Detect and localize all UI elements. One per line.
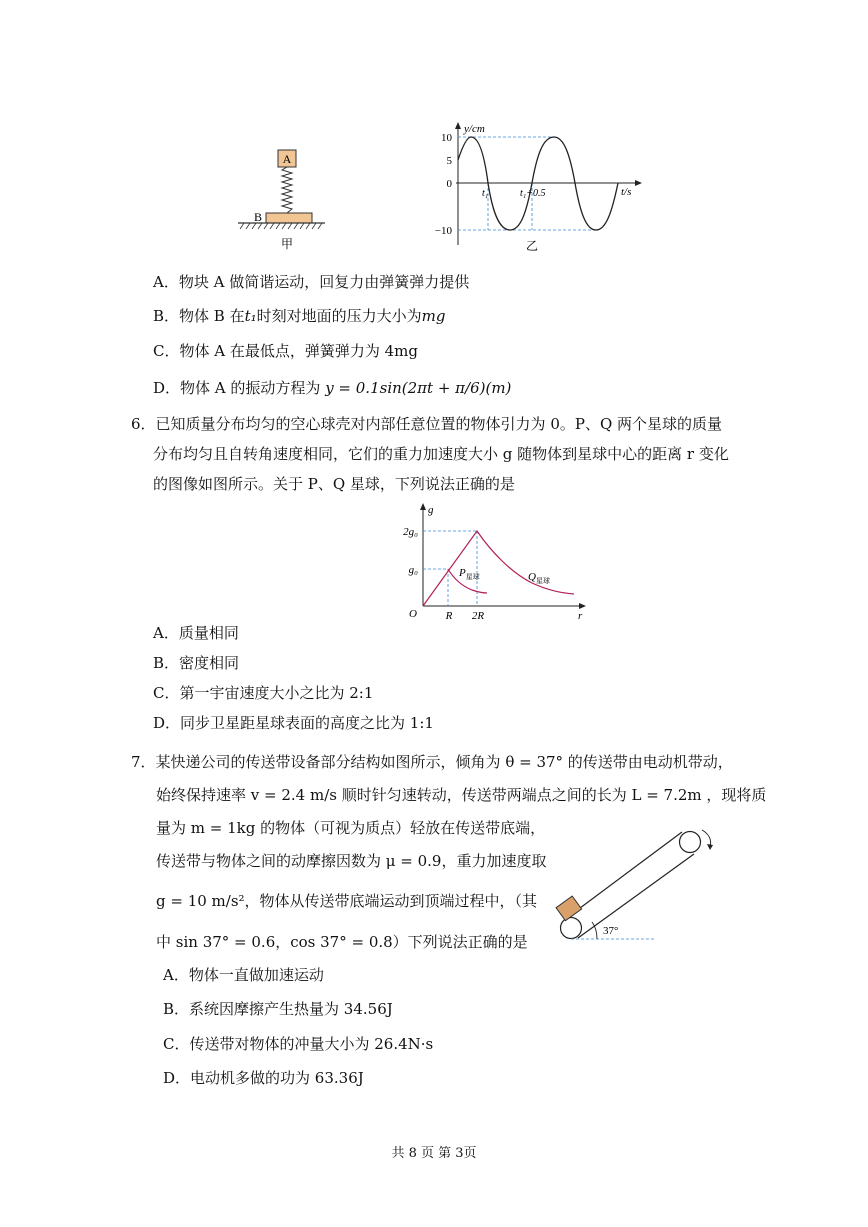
y-axis-label: y/cm	[464, 123, 485, 135]
block-b-label: B	[253, 210, 263, 224]
q-curve	[423, 531, 574, 606]
q5-option-b-pre: B．物体 B 在	[153, 307, 245, 325]
vibration-graph	[408, 120, 648, 255]
p-planet-label	[458, 567, 480, 581]
q6-option-b: B．密度相同	[153, 654, 240, 672]
t1-plus-label: t₁+0.5	[520, 188, 546, 199]
q5-option-d-pre: D．物体 A 的振动方程为	[153, 379, 321, 397]
gravity-graph	[392, 503, 592, 628]
q7-stem-line4: 传送带与物体之间的动摩擦因数为 μ = 0.9，重力加速度取	[156, 852, 547, 870]
r-axis-label: r	[578, 610, 583, 622]
origin-label: O	[409, 608, 417, 620]
q7-option-a: A．物体一直做加速运动	[163, 966, 324, 984]
y-tick-5: 5	[446, 155, 452, 167]
q5-option-b-mg: mg	[421, 307, 446, 325]
g2-label: 2g₀	[403, 526, 418, 538]
angle-label: 37°	[603, 925, 619, 937]
y-tick-0: 0	[446, 178, 452, 190]
q5-option-d	[153, 378, 511, 398]
q7-option-b: B．系统因摩擦产生热量为 34.56J	[163, 1000, 393, 1018]
q5-option-d-eq: y = 0.1sin(2πt + π/6)(m)	[325, 379, 512, 397]
q6-stem-line3: 的图像如图所示。关于 P、Q 星球，下列说法正确的是	[153, 475, 515, 493]
q-letter: Q	[528, 571, 536, 583]
g0-label: g₀	[408, 564, 418, 576]
p-letter: P	[459, 567, 466, 579]
conveyor-belt-figure	[552, 822, 732, 950]
q6-stem-line2: 分布均匀且自转角速度相同，它们的重力加速度大小 g 随物体到星球中心的距离 r 变化	[153, 445, 729, 463]
figure-caption-jia: 甲	[280, 237, 294, 251]
q5-option-b	[153, 306, 445, 326]
q5-option-b-post: 时刻对地面的压力大小为	[256, 307, 422, 325]
q6-option-a: A．质量相同	[153, 624, 239, 642]
spring-block-figure	[230, 145, 330, 255]
q7-option-d: D．电动机多做的功为 63.36J	[163, 1069, 364, 1087]
q7-stem-line1: 7．某快递公司的传送带设备部分结构如图所示，倾角为 θ = 37° 的传送带由电动机带动，	[131, 753, 733, 771]
q7-stem-line3: 量为 m = 1kg 的物体（可视为质点）轻放在传送带底端，	[156, 819, 546, 837]
q7-option-c: C．传送带对物体的冲量大小为 26.4N·s	[163, 1035, 434, 1053]
R-label: R	[445, 610, 453, 622]
q6-option-c: C．第一宇宙速度大小之比为 2:1	[153, 684, 374, 702]
page-footer: 共 8 页 第 3页	[391, 1146, 477, 1161]
q5-option-c: C．物体 A 在最低点，弹簧弹力为 4mg	[153, 342, 418, 360]
block-a-label: A	[282, 152, 292, 166]
q-sub: 星球	[535, 577, 550, 585]
q-planet-label	[528, 571, 550, 585]
q5-option-a: A．物块 A 做简谐运动，回复力由弹簧弹力提供	[153, 273, 470, 291]
q7-stem-line2: 始终保持速率 v = 2.4 m/s 顺时针匀速转动，传送带两端点之间的长为 L = 7.2m ，现将质	[156, 786, 767, 804]
x-axis-label: t/s	[621, 186, 632, 198]
g-axis-label: g	[428, 504, 434, 516]
p-sub: 星球	[465, 573, 480, 581]
y-tick-neg10: −10	[434, 225, 452, 237]
q7-stem-line6: 中 sin 37° = 0.6，cos 37° = 0.8）下列说法正确的是	[156, 933, 528, 951]
q6-stem-line1: 6．已知质量分布均匀的空心球壳对内部任意位置的物体引力为 0。P、Q 两个星球的质量	[131, 415, 723, 433]
y-tick-10: 10	[441, 132, 452, 144]
figure-caption-yi: 乙	[525, 239, 539, 253]
2R-label: 2R	[471, 610, 485, 622]
q5-option-b-t1: t₁	[244, 307, 257, 325]
q6-option-d: D．同步卫星距星球表面的高度之比为 1:1	[153, 714, 434, 732]
t1-label: t₁	[482, 188, 489, 199]
q7-stem-line5: g = 10 m/s²，物体从传送带底端运动到顶端过程中，（其	[156, 892, 538, 910]
